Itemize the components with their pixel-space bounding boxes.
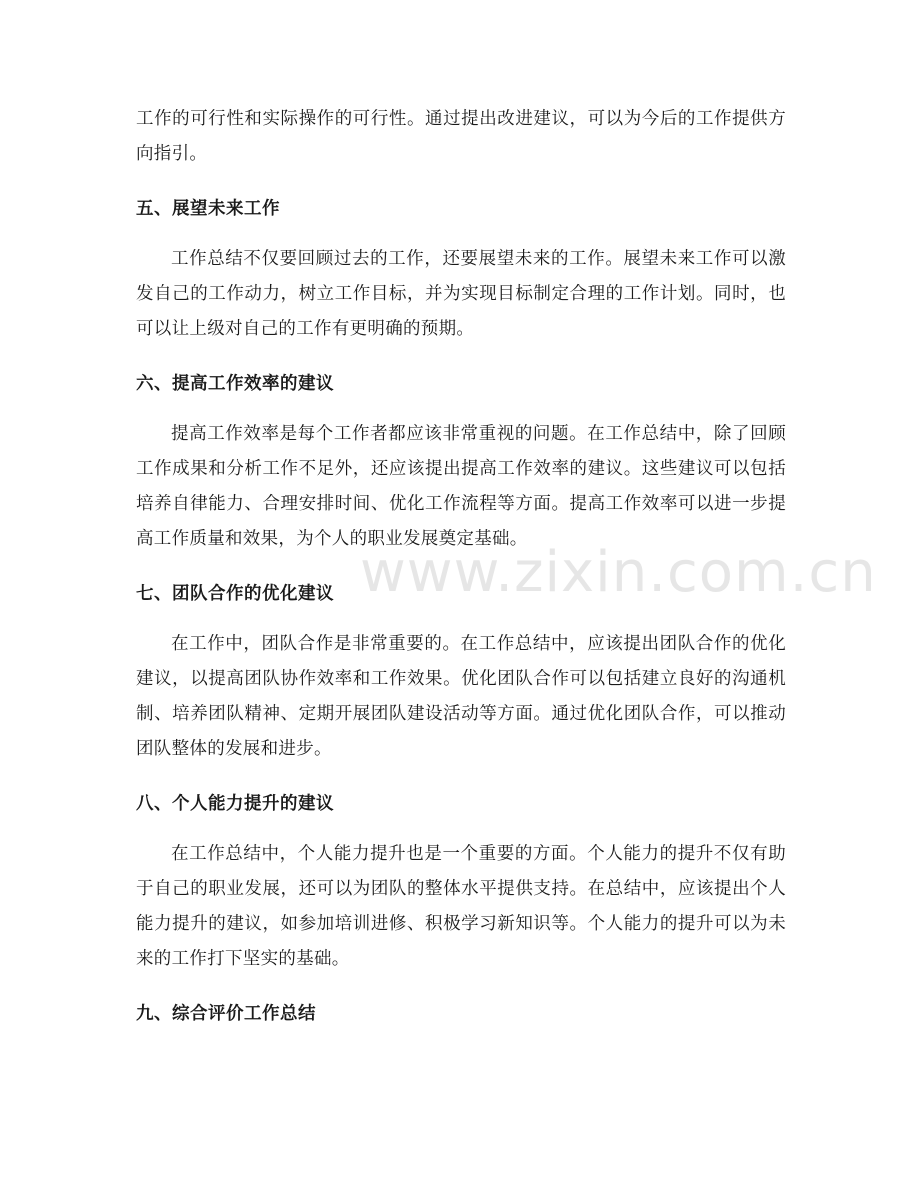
section-heading: 九、综合评价工作总结 <box>136 1004 316 1024</box>
section-heading: 七、团队合作的优化建议 <box>136 584 334 604</box>
document-body <box>136 102 786 1032</box>
section-heading: 六、提高工作效率的建议 <box>136 374 334 394</box>
section-paragraph: 在工作中，团队合作是非常重要的。在工作总结中，应该提出团队合作的优化建议，以提高团队协作效率和工作效果。优化团队合作可以包括建立良好的沟通机制、培养团队精神、定期开展团队建设活动等方面。通过优化团队合作，可以推动团队整体的发展和进步。 <box>136 634 786 759</box>
section-paragraph: 提高工作效率是每个工作者都应该非常重视的问题。在工作总结中，除了回顾工作成果和分析工作不足外，还应该提出提高工作效率的建议。这些建议可以包括培养自律能力、合理安排时间、优化工作流程等方面。提高工作效率可以进一步提高工作质量和效果，为个人的职业发展奠定基础。 <box>136 424 786 549</box>
intro-paragraph: 工作的可行性和实际操作的可行性。通过提出改进建议，可以为今后的工作提供方向指引。 <box>136 109 786 164</box>
section-heading: 五、展望未来工作 <box>136 199 280 219</box>
watermark: www.zixin.com.cn <box>360 540 877 605</box>
section-heading: 八、个人能力提升的建议 <box>136 794 334 814</box>
section-paragraph: 在工作总结中，个人能力提升也是一个重要的方面。个人能力的提升不仅有助于自己的职业发展，还可以为团队的整体水平提供支持。在总结中，应该提出个人能力提升的建议，如参加培训进修、积极学习新知识等。个人能力的提升可以为未来的工作打下坚实的基础。 <box>136 844 786 969</box>
section-paragraph: 工作总结不仅要回顾过去的工作，还要展望未来的工作。展望未来工作可以激发自己的工作动力，树立工作目标，并为实现目标制定合理的工作计划。同时，也可以让上级对自己的工作有更明确的预期。 <box>136 249 786 339</box>
